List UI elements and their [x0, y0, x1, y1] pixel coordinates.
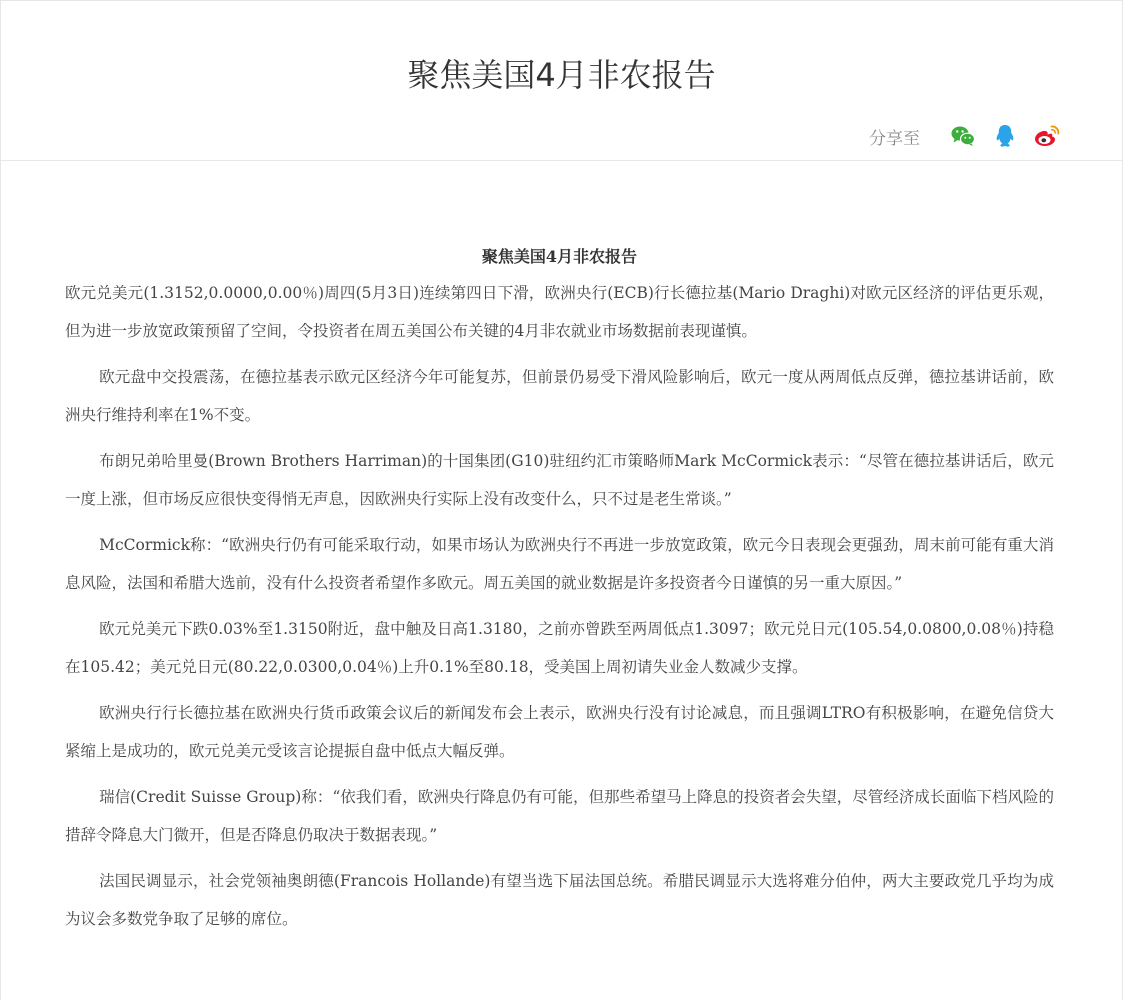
- page-title: 聚焦美国4月非农报告: [407, 56, 716, 94]
- article-paragraph: 布朗兄弟哈里曼(Brown Brothers Harriman)的十国集团(G10)驻纽约汇市策略师Mark McCormick表示：“尽管在德拉基讲话后，欧元一度上涨，但市场反应很快变得悄无声息，因欧洲央行实际上没有改变什么，只不过是老生常谈。”: [65, 452, 1054, 508]
- share-label: 分享至: [869, 128, 920, 149]
- article-paragraph: 法国民调显示，社会党领袖奥朗德(Francois Hollande)有望当选下届法国总统。希腊民调显示大选将难分伯仲，两大主要政党几乎均为成为议会多数党争取了足够的席位。: [65, 872, 1054, 928]
- article-body: [65, 241, 1054, 947]
- article-paragraph: 欧元兑美元下跌0.03%至1.3150附近，盘中触及日高1.3180，之前亦曾跌至两周低点1.3097；欧元兑日元(105.54,0.0800,0.08％)持稳在105.42；美元兑日元(80.22,0.0300,0.04％)上升0.1%至80.18，受美国上周初请失业金人数减少支撑。: [65, 620, 1054, 676]
- qq-icon[interactable]: [992, 123, 1018, 149]
- article-paragraph: 欧洲央行行长德拉基在欧洲央行货币政策会议后的新闻发布会上表示，欧洲央行没有讨论减息，而且强调LTRO有积极影响，在避免信贷大紧缩上是成功的，欧元兑美元受该言论提振自盘中低点大幅反弹。: [65, 704, 1054, 760]
- article-paragraph: 瑞信(Credit Suisse Group)称：“依我们看，欧洲央行降息仍有可能，但那些希望马上降息的投资者会失望，尽管经济成长面临下档风险的措辞令降息大门微开，但是否降息仍取决于数据表现。”: [65, 788, 1054, 844]
- article-paragraph: 欧元盘中交投震荡，在德拉基表示欧元区经济今年可能复苏，但前景仍易受下滑风险影响后，欧元一度从两周低点反弹，德拉基讲话前，欧洲央行维持利率在1%不变。: [65, 368, 1054, 424]
- article-paragraph: McCormick称：“欧洲央行仍有可能采取行动，如果市场认为欧洲央行不再进一步放宽政策，欧元今日表现会更强劲，周末前可能有重大消息风险，法国和希腊大选前，没有什么投资者希望作多欧元。周五美国的就业数据是许多投资者今日谨慎的另一重大原因。”: [65, 536, 1054, 592]
- article-heading: 聚焦美国4月非农报告: [481, 247, 638, 266]
- wechat-icon[interactable]: [950, 123, 976, 149]
- weibo-icon[interactable]: [1034, 123, 1060, 149]
- page-header: [1, 1, 1122, 161]
- article-paragraph: 欧元兑美元(1.3152,0.0000,0.00％)周四(5月3日)连续第四日下滑，欧洲央行(ECB)行长德拉基(Mario Draghi)对欧元区经济的评估更乐观，但为进一步放宽政策预留了空间，令投资者在周五美国公布关键的4月非农就业市场数据前表现谨慎。: [65, 284, 1054, 340]
- share-bar: [869, 121, 1060, 151]
